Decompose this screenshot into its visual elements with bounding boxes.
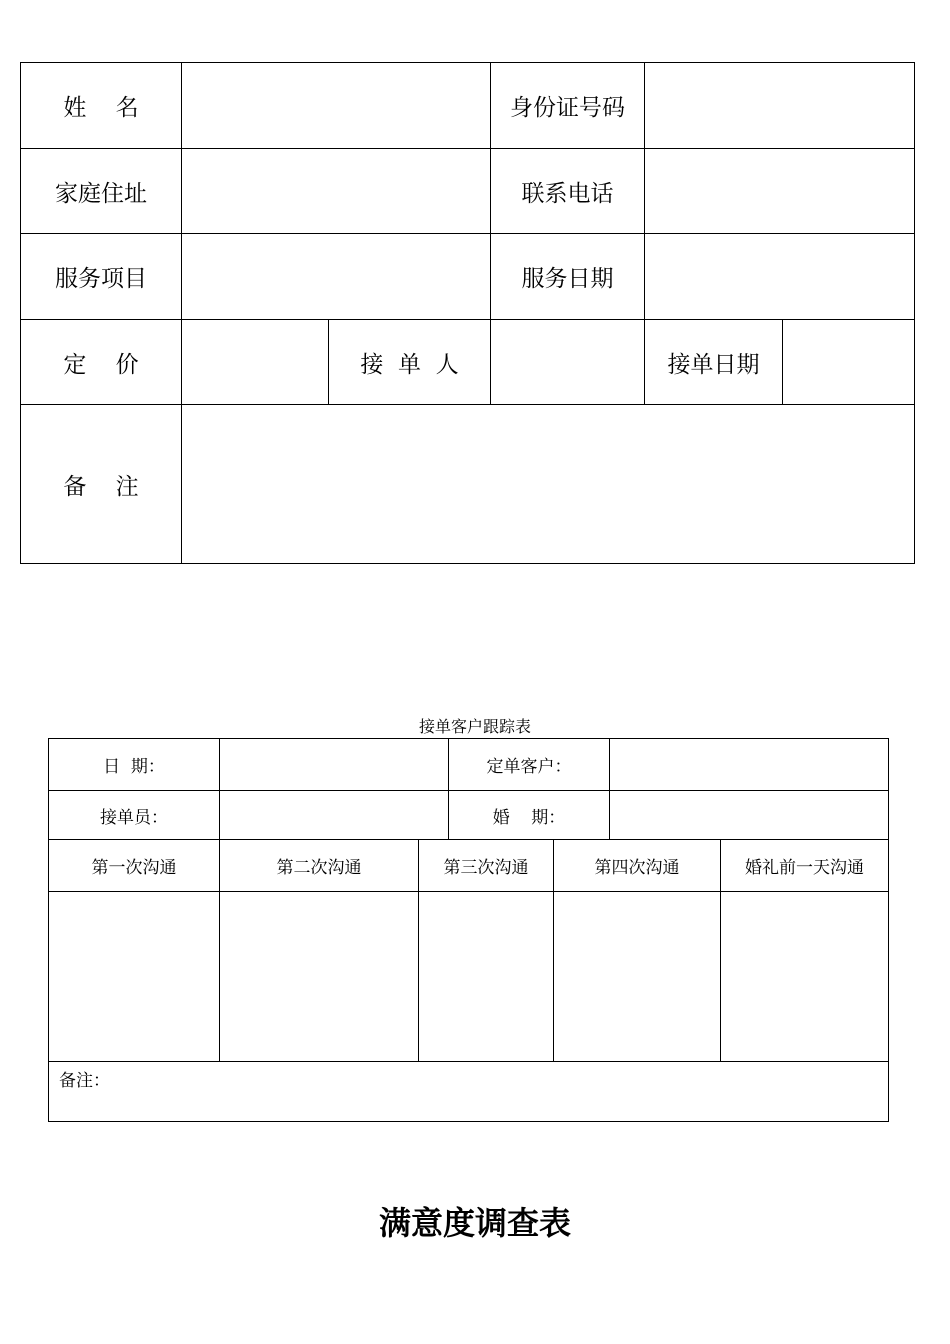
service-item-field[interactable] bbox=[182, 234, 491, 320]
id-number-label: 身份证号码 bbox=[491, 63, 645, 149]
clerk-label: 接单员： bbox=[49, 791, 220, 840]
wedding-date-field[interactable] bbox=[610, 791, 889, 840]
price-field[interactable] bbox=[182, 320, 329, 405]
remark-label: 备 注 bbox=[21, 405, 182, 564]
tracking-table bbox=[48, 738, 889, 1122]
tracking-remark[interactable] bbox=[49, 1062, 889, 1122]
clerk-field[interactable] bbox=[220, 791, 449, 840]
service-form-table bbox=[20, 62, 915, 564]
receiver-label: 接 单 人 bbox=[329, 320, 491, 405]
tracking-remark-label: 备注： bbox=[59, 1071, 110, 1091]
communication-cell-2[interactable] bbox=[220, 892, 419, 1062]
remark-field[interactable] bbox=[182, 405, 915, 564]
service-item-label: 服务项目 bbox=[21, 234, 182, 320]
order-date-field[interactable] bbox=[783, 320, 915, 405]
service-date-label: 服务日期 bbox=[491, 234, 645, 320]
address-field[interactable] bbox=[182, 149, 491, 234]
date-label: 日 期： bbox=[49, 739, 220, 791]
id-number-field[interactable] bbox=[645, 63, 915, 149]
address-label: 家庭住址 bbox=[21, 149, 182, 234]
communication-cell-4[interactable] bbox=[554, 892, 721, 1062]
column-header: 第一次沟通 bbox=[49, 840, 220, 892]
column-header: 婚礼前一天沟通 bbox=[721, 840, 889, 892]
name-label: 姓 名 bbox=[21, 63, 182, 149]
customer-field[interactable] bbox=[610, 739, 889, 791]
date-field[interactable] bbox=[220, 739, 449, 791]
communication-cell-5[interactable] bbox=[721, 892, 889, 1062]
price-label: 定 价 bbox=[21, 320, 182, 405]
customer-label: 定单客户： bbox=[449, 739, 610, 791]
survey-title: 满意度调查表 bbox=[378, 1204, 571, 1242]
communication-cell-3[interactable] bbox=[419, 892, 554, 1062]
column-header: 第二次沟通 bbox=[220, 840, 419, 892]
communication-cell-1[interactable] bbox=[49, 892, 220, 1062]
tracking-table-title: 接单客户跟踪表 bbox=[418, 717, 531, 736]
order-date-label: 接单日期 bbox=[645, 320, 783, 405]
receiver-field[interactable] bbox=[491, 320, 645, 405]
wedding-date-label: 婚 期： bbox=[449, 791, 610, 840]
service-date-field[interactable] bbox=[645, 234, 915, 320]
phone-field[interactable] bbox=[645, 149, 915, 234]
column-header: 第四次沟通 bbox=[554, 840, 721, 892]
name-field[interactable] bbox=[182, 63, 491, 149]
column-header: 第三次沟通 bbox=[419, 840, 554, 892]
phone-label: 联系电话 bbox=[491, 149, 645, 234]
